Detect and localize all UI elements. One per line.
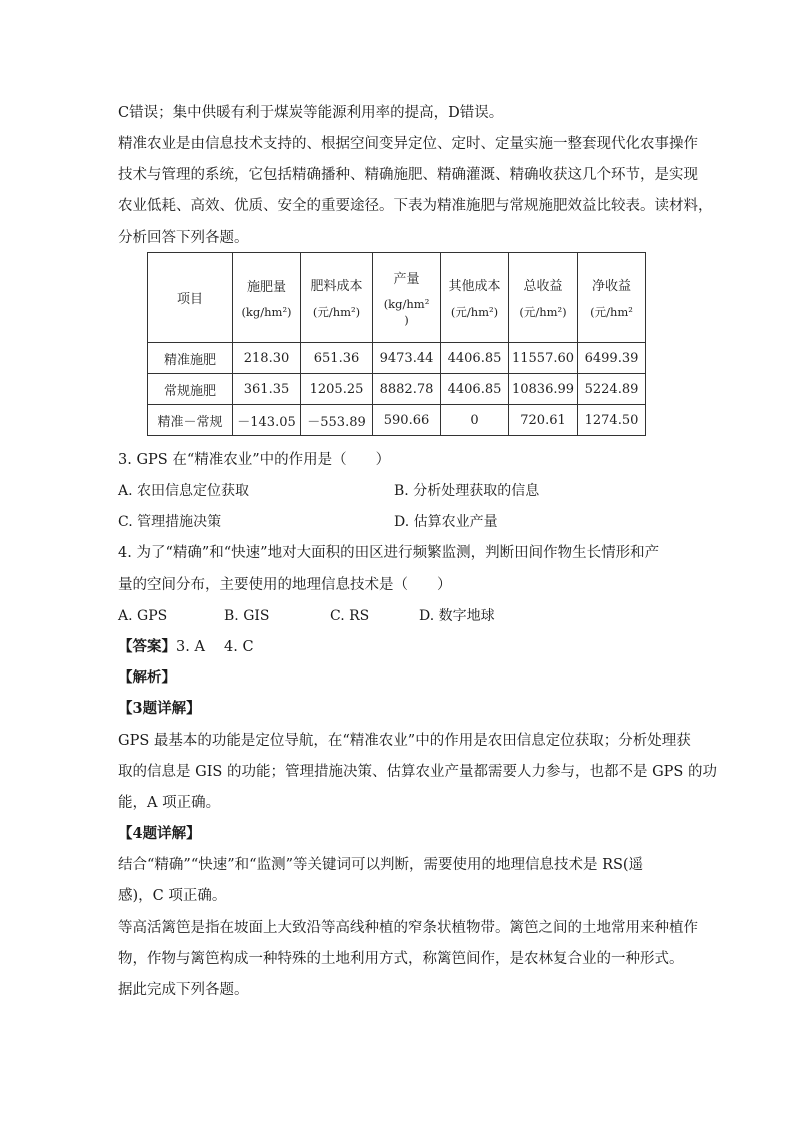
table-header-cell: 产量 (kg/hm² ) — [373, 253, 441, 343]
detail-4-line: 结合“精确”“快速”和“监测”等关键词可以判断，需要使用的地理信息技术是 RS(遥 — [118, 857, 644, 873]
table-cell: 4406.85 — [441, 343, 509, 374]
table-header-row — [148, 253, 646, 343]
table-header-cell: 净收益 (元/hm² — [578, 253, 646, 343]
table-header-cell: 施肥量 (kg/hm²) — [233, 253, 301, 343]
question-4-option-c: C. RS — [330, 608, 370, 624]
question-4-stem: 4. 为了“精确”和“快速”地对大面积的田区进行频繁监测，判断田间作物生长情形和产 — [118, 545, 660, 561]
answer-line — [118, 637, 254, 657]
table-row — [148, 343, 646, 374]
table-cell: 常规施肥 — [148, 374, 233, 405]
detail-4-label: 【4题详解】 — [118, 825, 201, 842]
table-cell: 5224.89 — [578, 374, 646, 405]
table-cell: 651.36 — [301, 343, 373, 374]
table-cell: －553.89 — [301, 405, 373, 436]
passage-line: 技术与管理的系统，它包括精确播种、精确施肥、精确灌溉、精确收获这几个环节，是实现 — [118, 167, 698, 183]
table-header-cell: 其他成本 (元/hm²) — [441, 253, 509, 343]
question-4-option-d: D. 数字地球 — [419, 608, 495, 624]
fertilization-comparison-table — [147, 252, 646, 436]
table-cell: 361.35 — [233, 374, 301, 405]
detail-3-line: 取的信息是 GIS 的功能；管理措施决策、估算农业产量都需要人力参与，也都不是 GPS 的功 — [118, 764, 717, 780]
question-3-option-a: A. 农田信息定位获取 — [118, 483, 250, 499]
question-4-option-b: B. GIS — [224, 608, 270, 624]
next-passage-line: 物，作物与篱笆构成一种特殊的土地利用方式，称篱笆间作，是农林复合业的一种形式。 — [118, 951, 684, 967]
question-3-stem: 3. GPS 在“精准农业”中的作用是（ ） — [118, 452, 391, 468]
table-cell: 9473.44 — [373, 343, 441, 374]
table-header-cell: 总收益 (元/hm²) — [509, 253, 578, 343]
table-cell: 720.61 — [509, 405, 578, 436]
table-cell: 218.30 — [233, 343, 301, 374]
table-cell: 8882.78 — [373, 374, 441, 405]
next-passage-line: 据此完成下列各题。 — [118, 982, 249, 998]
table-cell: 精准施肥 — [148, 343, 233, 374]
detail-4-line: 感)，C 项正确。 — [118, 888, 227, 904]
passage-line: 农业低耗、高效、优质、安全的重要途径。下表为精准施肥与常规施肥效益比较表。读材料， — [118, 198, 713, 214]
table-cell: 4406.85 — [441, 374, 509, 405]
table-cell: 10836.99 — [509, 374, 578, 405]
table-header-cell: 肥料成本 (元/hm²) — [301, 253, 373, 343]
question-3-option-b: B. 分析处理获取的信息 — [394, 483, 540, 499]
table-cell: 1274.50 — [578, 405, 646, 436]
table-cell: 6499.39 — [578, 343, 646, 374]
passage-line: 分析回答下列各题。 — [118, 230, 249, 246]
table-cell: 11557.60 — [509, 343, 578, 374]
table-cell: 精准－常规 — [148, 405, 233, 436]
table-header-cell: 项目 — [148, 253, 233, 343]
detail-3-label: 【3题详解】 — [118, 700, 201, 717]
answer-text: 3. A 4. C — [176, 639, 254, 655]
table-cell: －143.05 — [233, 405, 301, 436]
question-3-option-c: C. 管理措施决策 — [118, 514, 222, 530]
question-3-option-d: D. 估算农业产量 — [394, 514, 498, 530]
answer-label: 【答案】 — [118, 638, 176, 655]
intro-line: C错误；集中供暖有利于煤炭等能源利用率的提高，D错误。 — [118, 105, 504, 121]
table-row — [148, 374, 646, 405]
passage-line: 精准农业是由信息技术支持的、根据空间变异定位、定时、定量实施一整套现代化农事操作 — [118, 136, 698, 152]
analysis-label: 【解析】 — [118, 669, 176, 686]
detail-3-line: 能，A 项正确。 — [118, 795, 221, 811]
next-passage-line: 等高活篱笆是指在坡面上大致沿等高线种植的窄条状植物带。篱笆之间的土地常用来种植作 — [118, 920, 698, 936]
question-4-stem: 量的空间分布，主要使用的地理信息技术是（ ） — [118, 577, 452, 593]
table-row — [148, 405, 646, 436]
question-4-option-a: A. GPS — [118, 608, 168, 624]
table-cell: 1205.25 — [301, 374, 373, 405]
detail-3-line: GPS 最基本的功能是定位导航，在“精准农业”中的作用是农田信息定位获取；分析处理获 — [118, 733, 691, 749]
table-cell: 0 — [441, 405, 509, 436]
table-cell: 590.66 — [373, 405, 441, 436]
